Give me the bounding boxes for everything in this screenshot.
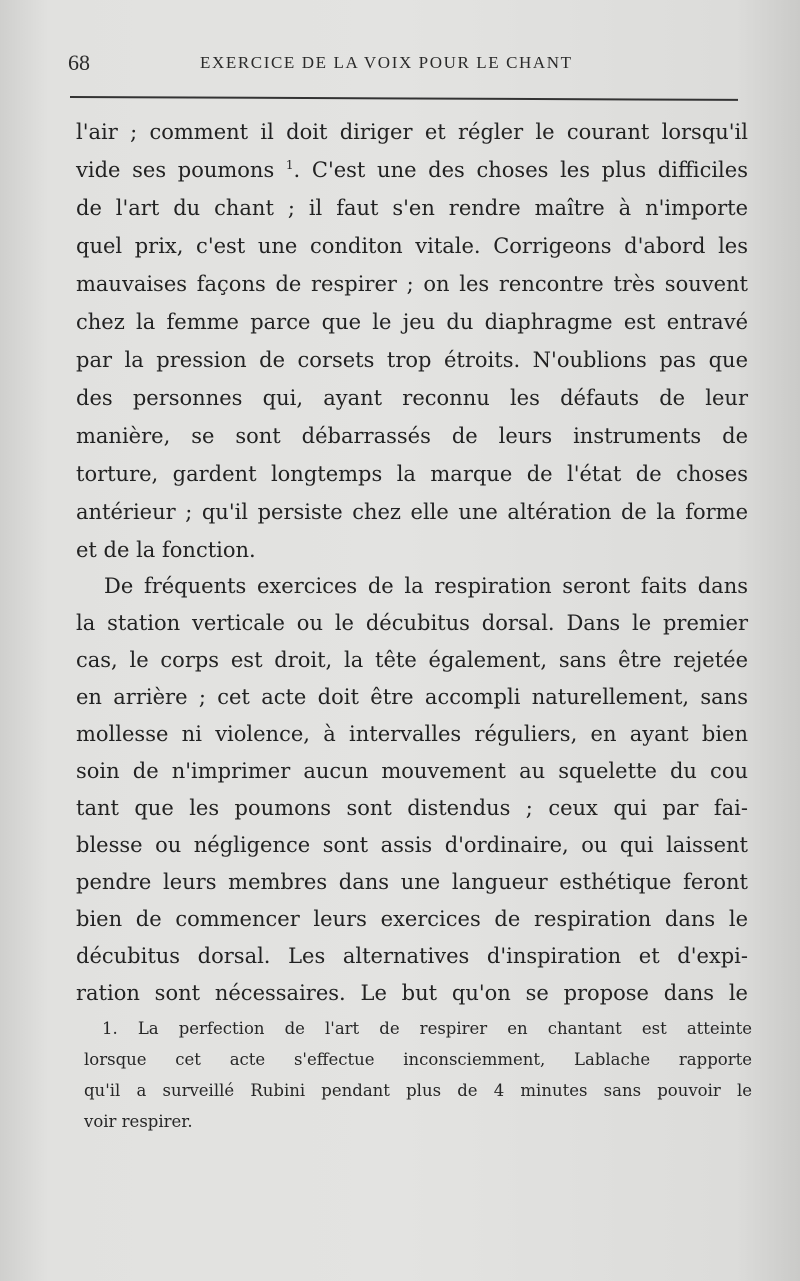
text-line: manière, se sont débarrassés de leurs instruments de [76,424,748,448]
text-line: de l'art du chant ; il faut s'en rendre maître à n'importe [76,196,748,220]
text-line: et de la fonction. [76,538,256,562]
footnote-line: voir respirer. [84,1112,193,1131]
footnote-ref: 1 [285,158,294,172]
footnote-line: qu'il a surveillé Rubini pendant plus de 4 minutes sans pouvoir le [84,1081,752,1100]
text-line: décubitus dorsal. Les alternatives d'inspiration et d'expi- [76,944,748,968]
text-segment: . C'est une des choses les plus difficiles [293,158,748,182]
page-number: 68 [68,50,90,75]
text-line: par la pression de corsets trop étroits. N'oublions pas que [76,348,748,372]
text-line: l'air ; comment il doit diriger et régler le courant lorsqu'il [76,120,748,144]
text-line: tant que les poumons sont distendus ; ceux qui par fai- [76,796,748,820]
text-line: des personnes qui, ayant reconnu les défauts de leur [76,386,748,410]
footnote-line: lorsque cet acte s'effectue inconsciemment, Lablache rapporte [84,1050,752,1069]
running-title: EXERCICE DE LA VOIX POUR LE CHANT [200,53,573,72]
header-rule [70,96,738,101]
text-line: soin de n'imprimer aucun mouvement au squelette du cou [76,759,748,783]
text-line: la station verticale ou le décubitus dorsal. Dans le premier [76,611,748,635]
text-line: ration sont nécessaires. Le but qu'on se propose dans le [76,981,748,1005]
text-line: blesse ou négligence sont assis d'ordinaire, ou qui laissent [76,833,748,857]
text-line: cas, le corps est droit, la tête également, sans être rejetée [76,648,748,672]
text-line: mollesse ni violence, à intervalles réguliers, en ayant bien [76,722,748,746]
text-line: mauvaises façons de respirer ; on les rencontre très souvent [76,272,748,296]
text-line: quel prix, c'est une conditon vitale. Corrigeons d'abord les [76,234,748,258]
text-line: en arrière ; cet acte doit être accompli naturellement, sans [76,685,748,709]
text-line: pendre leurs membres dans une langueur esthétique feront [76,870,748,894]
text-segment: vide ses poumons [76,158,275,182]
footnote-line: 1. La perfection de l'art de respirer en chantant est atteinte [102,1019,752,1038]
text-line [76,152,748,188]
text-line: antérieur ; qu'il persiste chez elle une altération de la forme [76,500,748,524]
text-line: chez la femme parce que le jeu du diaphragme est entravé [76,310,748,334]
text-line: De fréquents exercices de la respiration seront faits dans [104,574,748,598]
text-line: torture, gardent longtemps la marque de l'état de choses [76,462,748,486]
text-line: bien de commencer leurs exercices de respiration dans le [76,907,748,931]
page-header [68,50,748,78]
